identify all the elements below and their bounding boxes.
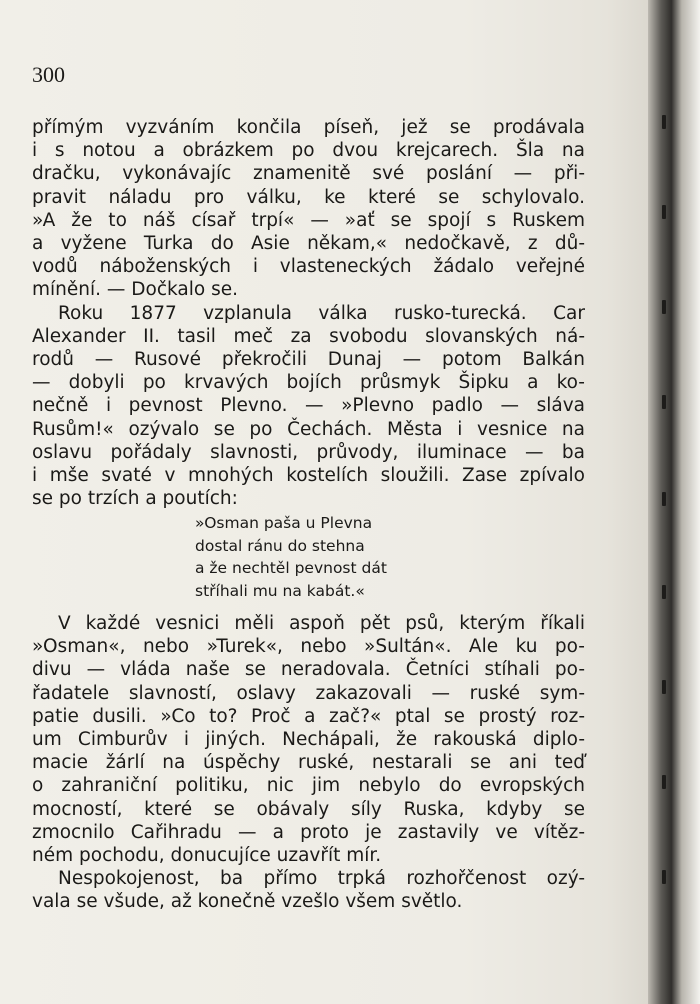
text-line: oslavu pořádaly slavnosti, průvody, iluminace — ba	[32, 441, 585, 463]
text-line: »A že to náš císař trpí« — »ať se spojí s Ruskem	[32, 209, 585, 231]
paragraph-1	[32, 116, 585, 302]
binding-stitch	[662, 205, 666, 219]
binding-stitch	[662, 870, 666, 884]
binding-stitch	[662, 395, 666, 409]
poem-verse	[195, 512, 387, 602]
text-line: um Cimburův i jiných. Nechápali, že rakouská diplo-	[32, 729, 585, 751]
text-line: ném pochodu, donucujíce uzavřít mír.	[32, 845, 382, 867]
text-line: pravit náladu pro válku, ke které se schylovalo.	[32, 186, 585, 208]
binding-stitch	[662, 115, 666, 129]
body-text-upper	[32, 116, 585, 510]
text-line: se po trzích a poutích:	[32, 488, 238, 510]
poem-line: »Osman paša u Plevna	[195, 514, 373, 532]
text-line: »Osman«, nebo »Turek«, nebo »Sultán«. Ale ku po-	[32, 636, 585, 658]
text-line: mínění. — Dočkalo se.	[32, 279, 238, 301]
text-line: o zahraniční politiku, nic jim nebylo do evropských	[32, 775, 585, 797]
text-line: patie dusili. »Co to? Proč a zač?« ptal se prostý roz-	[32, 705, 585, 727]
text-line: zmocnilo Cařihradu — a proto je zastavily ve vítěz-	[32, 821, 585, 843]
text-line: V každé vesnici měli aspoň pět psů, kterým říkali	[58, 613, 585, 634]
body-text-lower	[32, 612, 585, 914]
binding-stitch	[662, 680, 666, 694]
poem-line: dostal ránu do stehna	[195, 536, 365, 555]
text-line: Rusům!« ozývalo se po Čechách. Města i vesnice na	[32, 418, 585, 440]
text-line: řadatele slavností, oslavy zakazovali — ruské sym-	[32, 682, 585, 704]
text-line: rodů — Rusové překročili Dunaj — potom Balkán	[32, 349, 585, 371]
text-line: i mše svaté v mnohých kostelích sloužili. Zase zpívalo	[32, 465, 585, 487]
text-line: — dobyli po krvavých bojích průsmyk Šipku a ko-	[32, 372, 585, 394]
text-line: Roku 1877 vzplanula válka rusko-turecká. Car	[58, 302, 585, 324]
text-line: divu — vláda naše se neradovala. Četníci stíhali po-	[32, 659, 585, 681]
paragraph-4	[32, 867, 585, 913]
book-spine-gutter	[648, 0, 700, 1004]
text-line: macie žárlí na úspěchy ruské, nestarali se ani teď	[32, 752, 585, 774]
page-number: 300	[32, 62, 65, 87]
text-line: Alexander II. tasil meč za svobodu slovanských ná-	[32, 325, 585, 347]
poem-line: stříhali mu na kabát.«	[195, 581, 365, 600]
binding-stitch	[662, 492, 666, 506]
text-line: vala se všude, až konečně vzešlo všem světlo.	[32, 891, 463, 913]
text-line: nečně i pevnost Plevno. — »Plevno padlo — sláva	[32, 395, 585, 417]
paragraph-3	[32, 612, 585, 867]
text-line: dračku, vykonávajíc znamenitě své poslání — při-	[32, 163, 585, 185]
text-line: mocností, které se obávaly síly Ruska, kdyby se	[32, 798, 585, 820]
text-line: vodů náboženských i vlasteneckých žádalo veřejné	[32, 256, 585, 278]
poem-line: a že nechtěl pevnost dát	[195, 559, 387, 577]
binding-stitch	[662, 775, 666, 789]
text-line: Nespokojenost, ba přímo trpká rozhořčenost ozý-	[58, 868, 585, 890]
text-line: i s notou a obrázkem po dvou krejcarech. Šla na	[32, 140, 585, 162]
binding-stitch	[662, 300, 666, 314]
binding-stitch	[662, 585, 666, 599]
text-line: přímým vyzváním končila píseň, jež se prodávala	[32, 117, 585, 138]
paragraph-2	[32, 302, 585, 511]
text-line: a vyžene Turka do Asie někam,« nedočkavě, z dů-	[32, 233, 585, 255]
